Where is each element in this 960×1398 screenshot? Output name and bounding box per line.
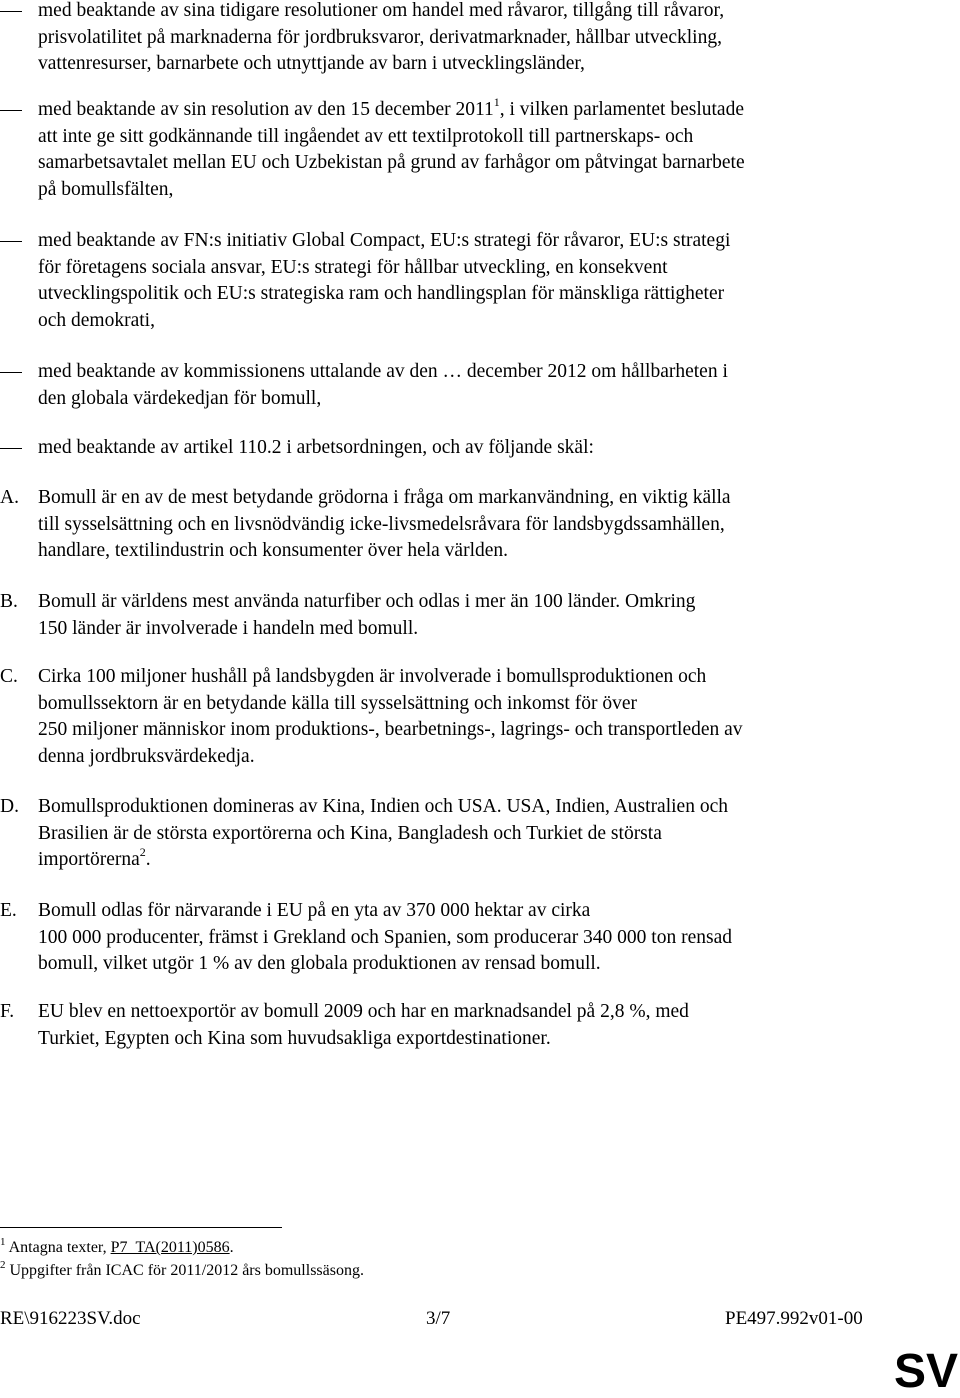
footer-page-number: 3/7 (426, 1308, 451, 1329)
citation-text: med beaktande av kommissionens uttalande av den … december 2012 om hållbarheten i den globala värdekedjan för bomull, (38, 361, 728, 409)
footnote-separator (0, 1227, 282, 1228)
citation-text: med beaktande av FN:s initiativ Global Compact, EU:s strategi för råvaror, EU:s strategi för företagens sociala ansvar, EU:s strategi för hållbar utveckling, en konsekvent utvecklingspolitik och EU:s strategiska ram och handlingsplan för mänskliga rättigheter och demokrati, (38, 230, 731, 331)
recital-letter: C. (0, 666, 18, 687)
footnote-ref: 1 (493, 94, 500, 109)
recital-text: EU blev en nettoexportör av bomull 2009 och har en marknadsandel på 2,8 %, med Turkiet, Egypten och Kina som huvudsakliga exportdestinationer. (38, 1001, 689, 1049)
recital-letter: E. (0, 900, 17, 921)
recital-text: Bomull odlas för närvarande i EU på en yta av 370 000 hektar av cirka 100 000 producenter, främst i Grekland och Spanien, som producerar 340 000 ton rensad bomull, vilket utgör 1 % av den globala produktionen av rensad bomull. (38, 900, 732, 974)
recital-text: Bomull är världens mest använda naturfiber och odlas i mer än 100 länder. Omkring 150 länder är involverade i handeln med bomull. (38, 591, 696, 639)
recital-letter: D. (0, 796, 19, 817)
footnote-link[interactable]: P7_TA(2011)0586 (110, 1239, 230, 1256)
footer-pe-ref: PE497.992v01-00 (725, 1308, 863, 1329)
language-code: SV (893, 1345, 958, 1398)
citation-text: med beaktande av sina tidigare resolutioner om handel med råvaror, tillgång till råvaror, prisvolatilitet på marknaderna för jordbruksvaror, derivatmarknader, hållbar utveckling, vattenresurser, barnarbete och utnyttjande av barn i utvecklingsländer, (38, 0, 725, 74)
citation-text: med beaktande av artikel 110.2 i arbetsordningen, och av följande skäl: (38, 437, 594, 458)
footnote-1: $^1$ Antagna texter, P7_TA(2011)0586. (0, 1235, 234, 1256)
footnote-2: $^2$ Uppgifter från ICAC för 2011/2012 års bomullssäsong. (0, 1258, 364, 1279)
recital-text: Bomullsproduktionen domineras av Kina, Indien och USA. USA, Indien, Australien och Brasilien är de största exportörerna och Kina, Bangladesh och Turkiet de största importörerna$^2$. (38, 796, 728, 870)
recital-letter: A. (0, 487, 19, 508)
footer-doc-ref: RE\916223SV.doc (0, 1308, 141, 1329)
recital-text: Bomull är en av de mest betydande grödorna i fråga om markanvändning, en viktig källa till sysselsättning och en livsnödvändig icke-livsmedelsråvara för landsbygdssamhällen, handlare, textilindustrin och konsumenter över hela världen. (38, 487, 731, 561)
citation-text: med beaktande av sin resolution av den 15 december 2011$^1$, i vilken parlamentet beslutade att inte ge sitt godkännande till ingåendet av ett textilprotokoll till partnerskaps- och samarbetsavtalet mellan EU och Uzbekistan på grund av farhågor om påtvingat barnarbete på bomullsfälten, (38, 94, 745, 200)
recital-letter: F. (0, 1001, 15, 1022)
recital-letter: B. (0, 591, 18, 612)
recital-text: Cirka 100 miljoner hushåll på landsbygden är involverade i bomullsproduktionen och bomullssektorn är en betydande källa till sysselsättning och inkomst för över 250 miljoner människor inom produktions-, bearbetnings-, lagrings- och transportleden av denna jordbruksvärdekedja. (38, 666, 743, 767)
footnote-ref: 2 (139, 844, 146, 859)
